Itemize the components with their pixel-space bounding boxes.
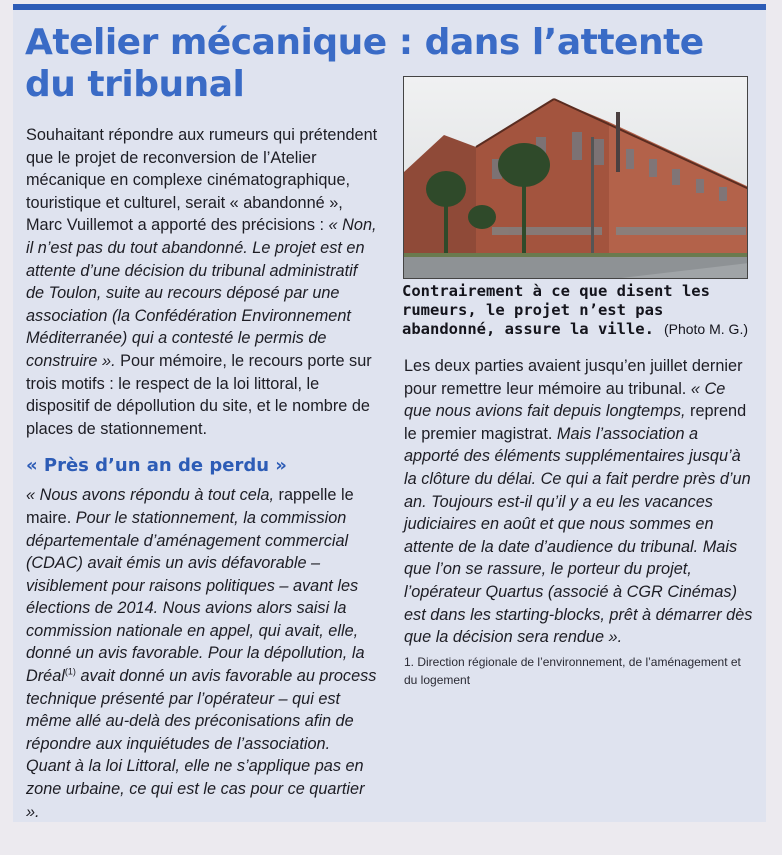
para3-quote-1: « Ce que nous avions fait depuis longtemps,: [404, 379, 726, 421]
para2-text: rappelle le maire.: [26, 486, 354, 527]
article-column-left: [26, 124, 378, 823]
para2-quote-2a: Pour le stationnement, la commission départementale d’aménagement commercial (CDAC) avait émis un avis défavorable – visiblement pour raisons politiques – avant les élections de 2014. Nous avions alors saisi la commission nationale en appel, qui avait, elle, donné un avis favorable. Pour la dépollution, la Dréal: [26, 508, 365, 686]
para2-quote-1: « Nous avons répondu à tout cela,: [26, 486, 275, 505]
photo-caption: [402, 282, 752, 339]
intro-text: Souhaitant répondre aux rumeurs qui prétendent que le projet de reconversion de l’Atelier mécanique en complexe cinématographique, touristique et culturel, serait « abandonné », Marc Vuillemot a apporté des précisions :: [26, 126, 378, 235]
para2-quote-2b: avait donné un avis favorable au process technique présenté par l’opérateur – qui est même allé au-delà des préconisations afin de répondre aux inquiétudes de l’association. Quant à la loi Littoral, elle ne s’applique pas en zone urbaine, ce qui est le cas pour ce quartier ».: [26, 667, 377, 821]
para3-quote-2: Mais l’association a apporté des éléments supplémentaires jusqu’à la clôture du délai. Ce qui a fait perdre près d’un an. Toujours est-il qu’il y a eu les vacances judiciaires en août et que nous sommes en attente de la date d’audience du tribunal. Mais que l’on se rassure, le porteur du projet, l’opérateur Quartus (associé à CGR Cinémas) est dans les starting-blocks, prêt à démarrer dès que la décision sera rendue ».: [404, 424, 753, 647]
intro-after: Pour mémoire, le recours porte sur trois motifs : le respect de la loi littoral, le dispositif de dépollution du site, et le nombre de places de stationnement.: [26, 351, 372, 438]
para3-text-2: reprend le premier magistrat.: [404, 402, 747, 443]
caption-text: Contrairement à ce que disent les rumeurs, le projet n’est pas abandonné, assure la ville.: [402, 282, 710, 338]
footnote-marker: (1): [64, 666, 76, 677]
article-headline: Atelier mécanique : dans l’attente du tribunal: [25, 22, 704, 105]
third-paragraph: [404, 355, 756, 649]
footnote: 1. Direction régionale de l’environnement, de l’aménagement et du logement: [404, 654, 741, 687]
article-column-right: [404, 355, 756, 689]
intro-paragraph: [26, 124, 378, 440]
building-photo: [403, 76, 748, 279]
article-subhead: « Près d’un an de perdu »: [26, 455, 287, 477]
para3-text-1: Les deux parties avaient jusqu’en juillet dernier pour remettre leur mémoire au tribunal.: [404, 357, 743, 398]
second-paragraph: [26, 484, 378, 823]
photo-credit: (Photo M. G.): [663, 321, 748, 337]
intro-quote: « Non, il n’est pas du tout abandonné. Le projet est en attente d’une décision du tribunal administratif de Toulon, suite au recours déposé par une association (la Confédération Environnement Méditerranée) qui a contesté le permis de construire ».: [26, 216, 377, 370]
